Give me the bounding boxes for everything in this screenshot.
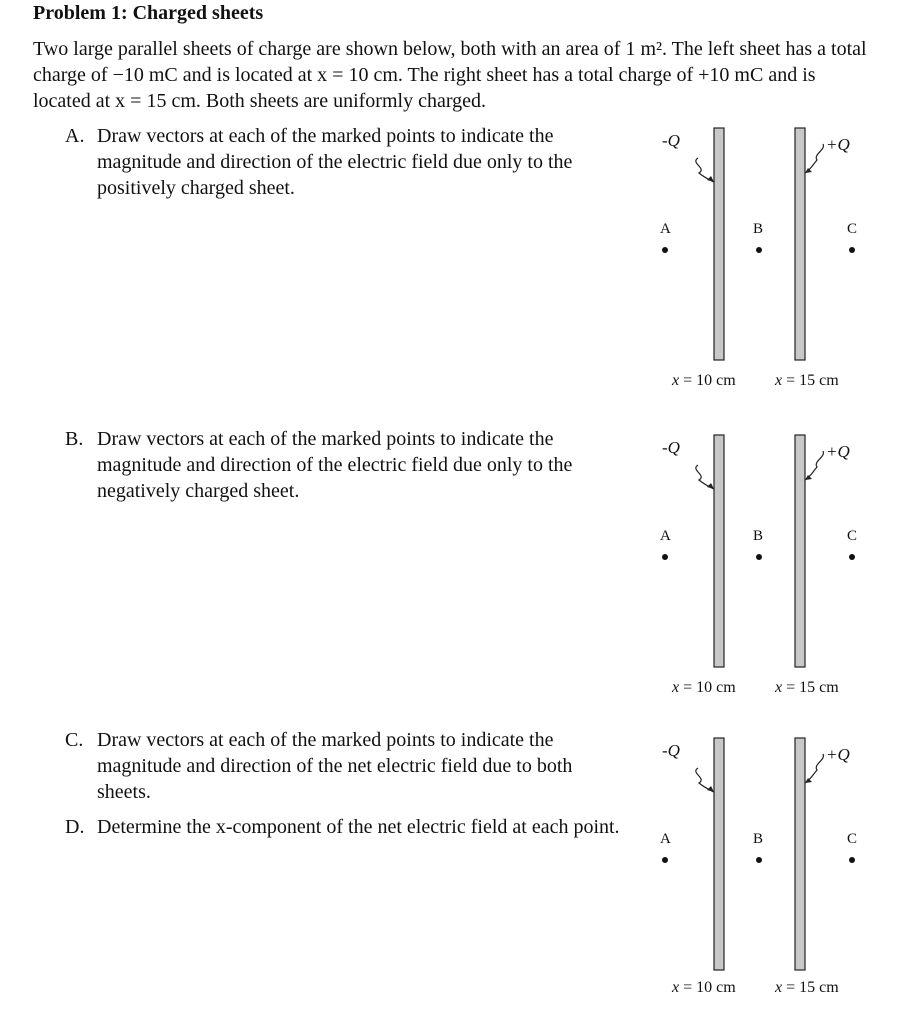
point-a-dot [662, 857, 668, 863]
right-position-variable: x [775, 679, 783, 696]
part-d [65, 814, 625, 840]
neg-charge-label: -Q [662, 438, 680, 457]
point-a-label: A [660, 221, 671, 237]
neg-pointer-arrowhead-icon [707, 176, 714, 182]
part-b [65, 426, 625, 504]
part-b-letter: B. [65, 428, 84, 450]
positive-sheet [795, 435, 805, 667]
left-position-value: = 10 cm [679, 979, 736, 996]
sheets-figure-c [650, 738, 880, 1028]
left-sheet-position [672, 372, 736, 390]
problem-intro: Two large parallel sheets of charge are shown below, both with an area of 1 m². The left sheet has a total charge of −10 mC and is located at x = 10 cm. The right sheet has a total charge of +10 mC and is located at x = 15 cm. Both sheets are uniformly charged. [33, 38, 867, 112]
neg-pointer-arrowhead-icon [707, 483, 714, 489]
part-a-text: Draw vectors at each of the marked points to indicate the magnitude and direction of the electric field due only to the positively charged sheet. [97, 125, 573, 199]
neg-pointer-arrowhead-icon [707, 786, 714, 792]
point-b-dot [756, 247, 762, 253]
part-b-text: Draw vectors at each of the marked points to indicate the magnitude and direction of the electric field due only to the negatively charged sheet. [97, 428, 573, 502]
left-position-value: = 10 cm [679, 372, 736, 389]
left-sheet-position [672, 679, 736, 697]
pos-pointer-arrowhead-icon [805, 168, 812, 173]
point-c-label: C [847, 831, 858, 847]
negative-sheet [714, 738, 724, 970]
point-c-dot [849, 554, 855, 560]
part-d-text: Determine the x-component of the net electric field at each point. [97, 816, 620, 838]
point-c-dot [849, 857, 855, 863]
point-a-dot [662, 554, 668, 560]
problem-title: Problem 1: Charged sheets [33, 2, 264, 24]
part-c [65, 727, 625, 805]
left-sheet-position [672, 979, 736, 997]
right-position-value: = 15 cm [782, 979, 839, 996]
point-b-label: B [753, 528, 764, 544]
pos-charge-label: +Q [826, 135, 850, 154]
right-position-value: = 15 cm [782, 372, 839, 389]
sheets-figure-a [650, 128, 880, 418]
point-c-dot [849, 247, 855, 253]
part-c-text: Draw vectors at each of the marked points to indicate the magnitude and direction of the net electric field due to both sheets. [97, 729, 573, 803]
point-a-label: A [660, 831, 671, 847]
negative-sheet [714, 128, 724, 360]
point-b-dot [756, 554, 762, 560]
point-c-label: C [847, 528, 858, 544]
left-position-variable: x [672, 979, 680, 996]
point-c-label: C [847, 221, 858, 237]
pos-charge-label: +Q [826, 745, 850, 764]
right-position-variable: x [775, 372, 783, 389]
point-a-dot [662, 247, 668, 253]
part-d-letter: D. [65, 816, 85, 838]
pos-charge-label: +Q [826, 442, 850, 461]
right-sheet-position [775, 679, 839, 697]
right-sheet-position [775, 372, 839, 390]
point-b-dot [756, 857, 762, 863]
part-a-letter: A. [65, 125, 85, 147]
pos-pointer-arrowhead-icon [805, 778, 812, 783]
right-position-value: = 15 cm [782, 679, 839, 696]
pos-pointer-arrowhead-icon [805, 475, 812, 480]
point-b-label: B [753, 831, 764, 847]
neg-charge-label: -Q [662, 741, 680, 760]
sheets-figure-b [650, 435, 880, 725]
right-position-variable: x [775, 979, 783, 996]
left-position-value: = 10 cm [679, 679, 736, 696]
left-position-variable: x [672, 372, 680, 389]
left-position-variable: x [672, 679, 680, 696]
neg-charge-label: -Q [662, 131, 680, 150]
positive-sheet [795, 128, 805, 360]
positive-sheet [795, 738, 805, 970]
part-a [65, 123, 625, 201]
negative-sheet [714, 435, 724, 667]
part-c-letter: C. [65, 729, 84, 751]
point-b-label: B [753, 221, 764, 237]
right-sheet-position [775, 979, 839, 997]
point-a-label: A [660, 528, 671, 544]
